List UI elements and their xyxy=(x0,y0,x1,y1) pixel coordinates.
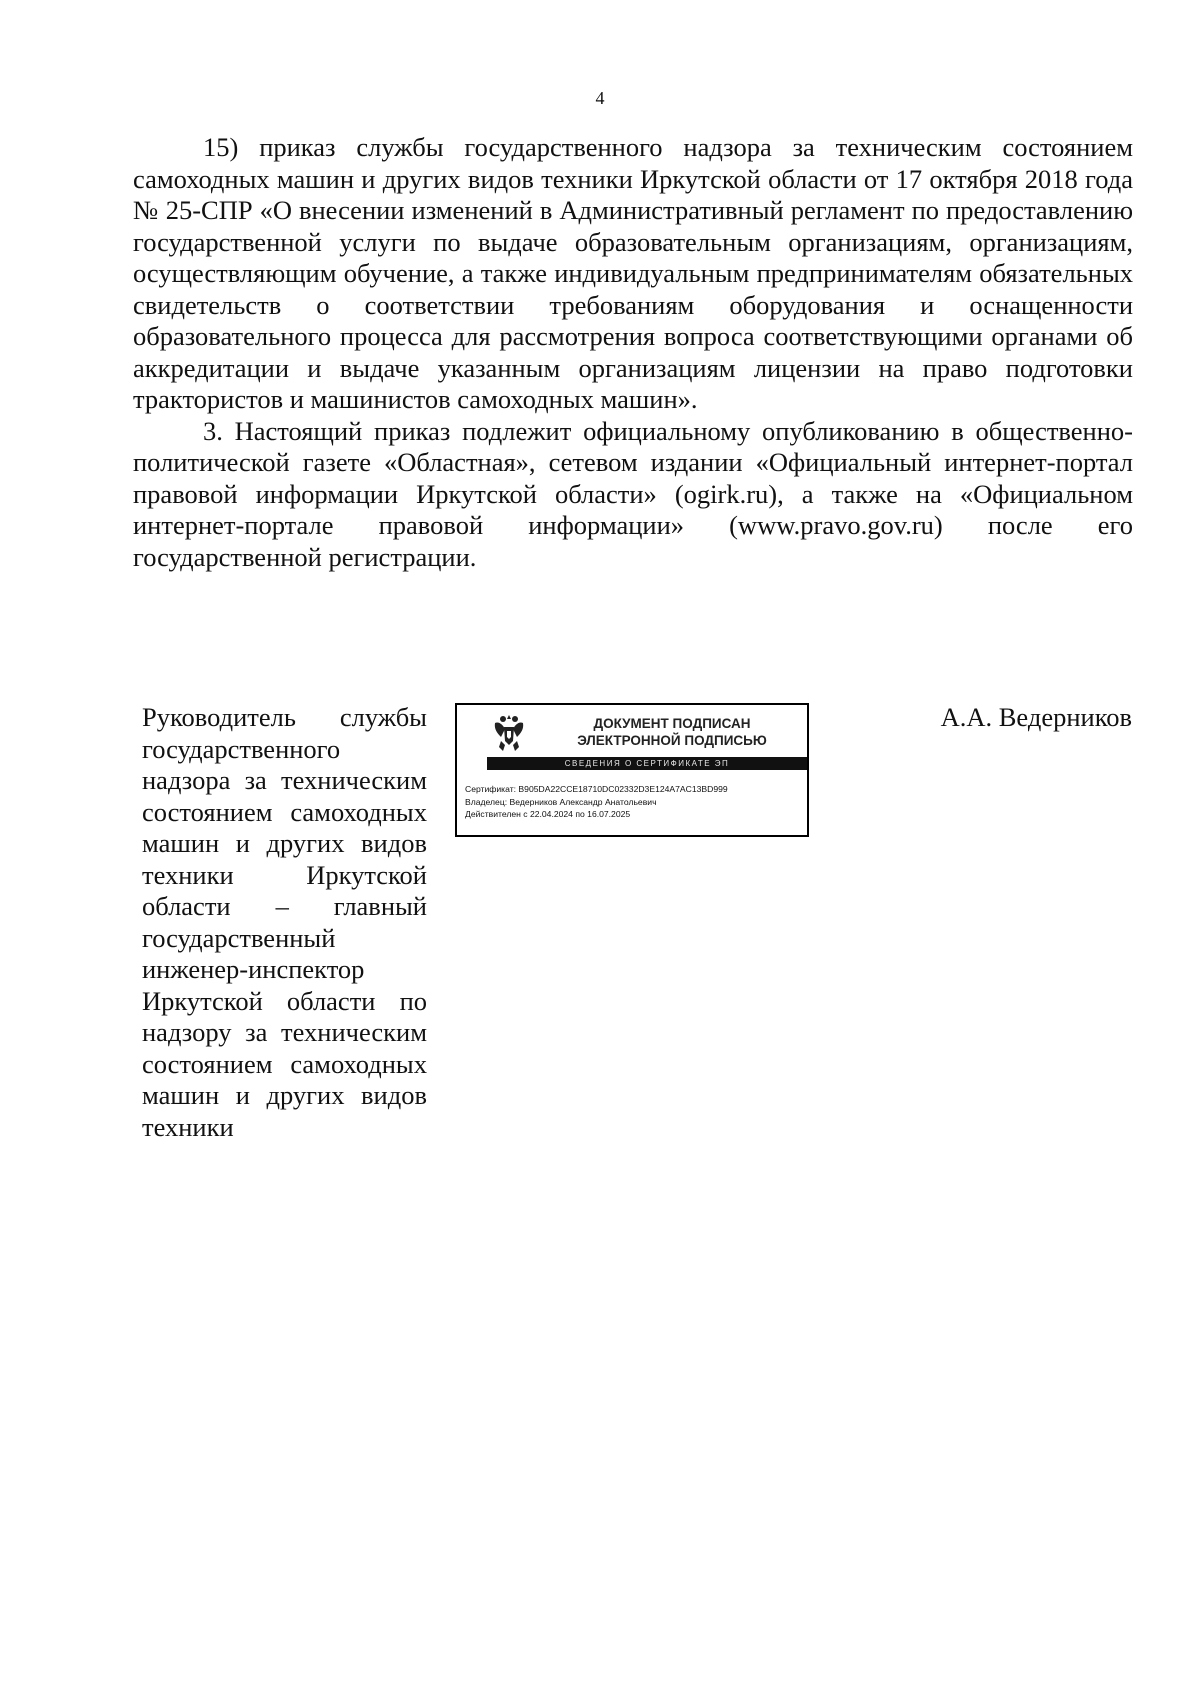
stamp-owner: Владелец: Ведерников Александр Анатольевич xyxy=(465,796,657,807)
stamp-heading xyxy=(537,715,807,749)
paragraph-item-15: 15) приказ службы государственного надзора за техническим состоянием самоходных машин и других видов техники Иркутской области от 17 октября 2018 года № 25-СПР «О внесении изменений в Административный регламент по предоставлению государственной услуги по выдаче образовательным организациям, организациям, осуществляющим обучение, а также индивидуальным предпринимателям обязательных свидетельств о соответствии требованиям оборудования и оснащенности образовательного процесса для рассмотрения вопроса соответствующими органами об аккредитации и выдаче указанным организациям лицензии на право подготовки трактористов и машинистов самоходных машин». xyxy=(133,132,1133,414)
page-number: 4 xyxy=(595,88,605,108)
paragraph-3: 3. Настоящий приказ подлежит официальному опубликованию в общественно-политической газете «Областная», сетевом издании «Официальный интернет-портал правовой информации Иркутской области» (ogirk.ru), а также на «Официальном интернет-портале правовой информации» (www.pravo.gov.ru) после его государственной регистрации. xyxy=(133,415,1133,572)
electronic-signature-stamp xyxy=(455,703,809,837)
stamp-certificate-bar: СВЕДЕНИЯ О СЕРТИФИКАТЕ ЭП xyxy=(487,757,807,770)
coat-of-arms-icon xyxy=(491,711,527,753)
signer-position: Руководитель службы государственного надзора за техническим состоянием самоходных машин и других видов техники Иркутской области – главный государственный инженер-инспектор Иркутской области по надзору за техническим состоянием самоходных машин и других видов техники xyxy=(142,702,427,1142)
stamp-heading-line-2: ЭЛЕКТРОННОЙ ПОДПИСЬЮ xyxy=(577,733,767,748)
stamp-heading-line-1: ДОКУМЕНТ ПОДПИСАН xyxy=(593,716,751,731)
stamp-details xyxy=(465,783,809,821)
stamp-certificate: Сертификат: B905DA22CCE18710DC02332D3E124A7AC13BD999 xyxy=(465,784,728,794)
document-body xyxy=(133,132,1133,573)
stamp-validity: Действителен с 22.04.2024 по 16.07.2025 xyxy=(465,809,631,819)
signer-name: А.А. Ведерников xyxy=(940,702,1132,732)
